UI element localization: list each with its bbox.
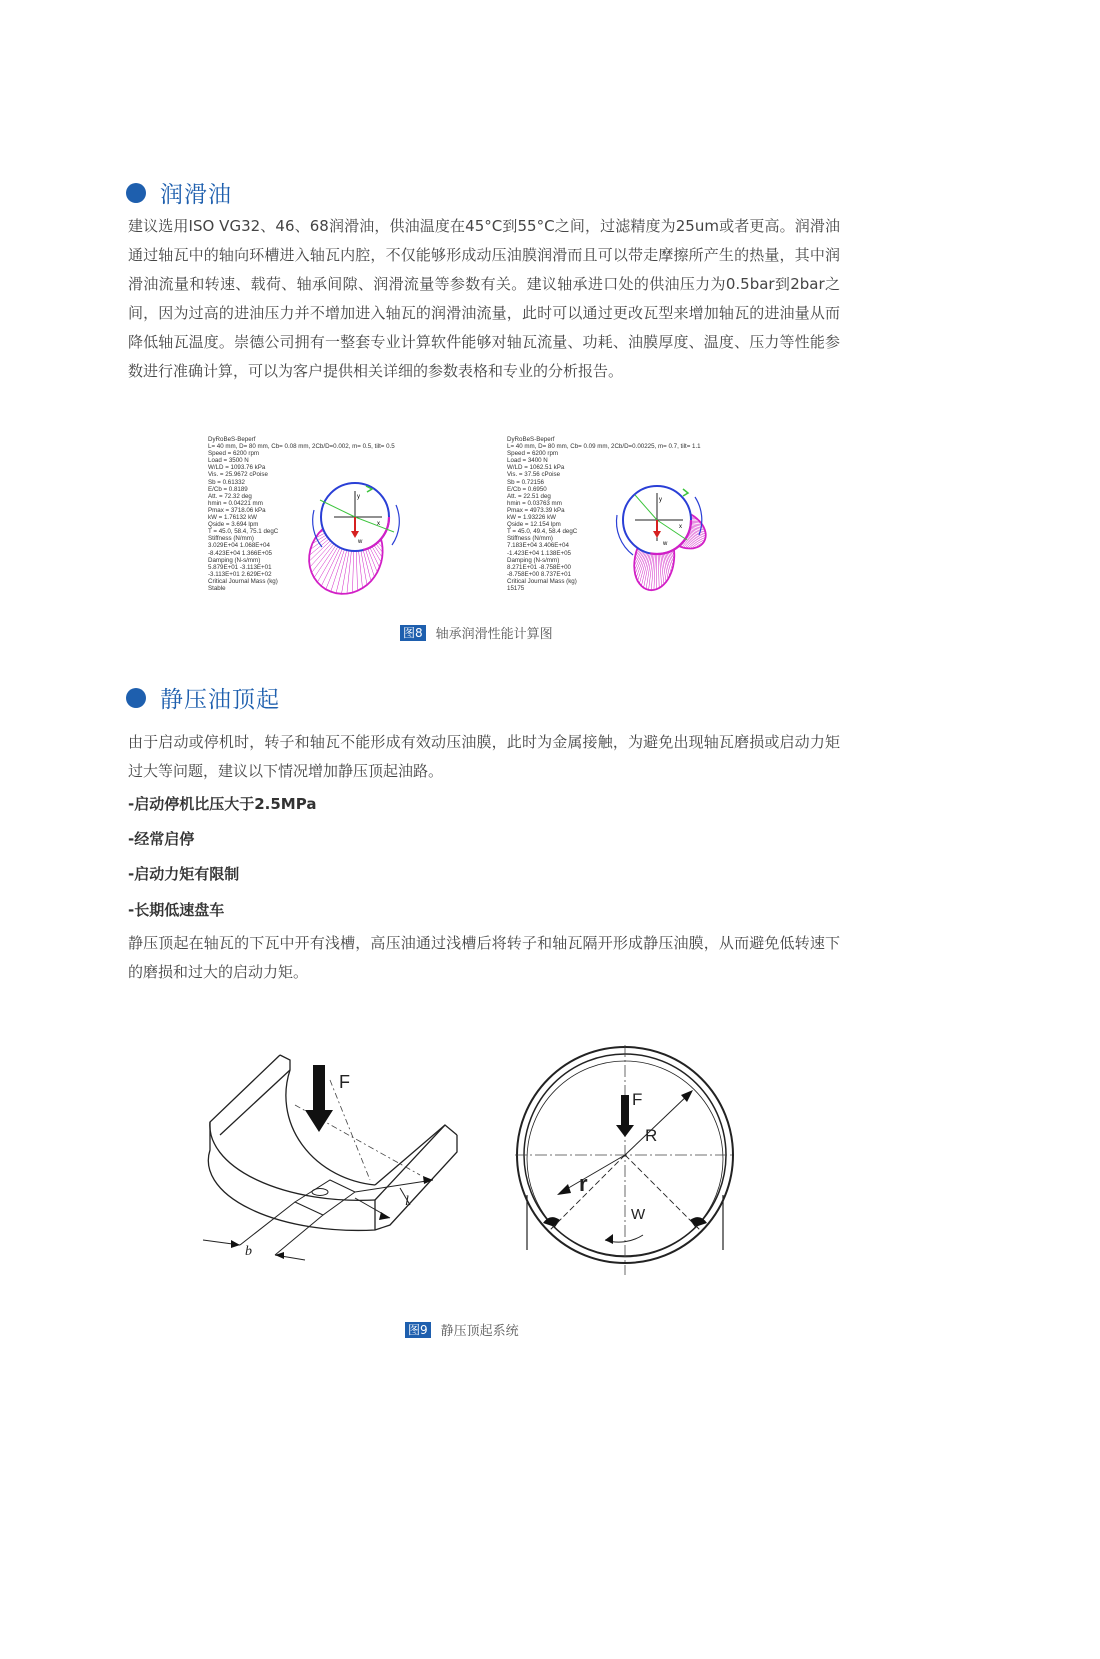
calc-line: -8.758E+00 8.737E+01	[507, 570, 571, 578]
calc-line: Stiffness (N/mm)	[208, 535, 254, 543]
axis-y-label: y	[659, 497, 662, 503]
jacking-paragraph-1: 由于启动或停机时，转子和轴瓦不能形成有效动压油膜，此时为金属接触，为避免出现轴瓦磨损或启动力矩过大等问题，建议以下情况增加静压顶起油路。	[128, 733, 840, 780]
bullet-icon	[126, 688, 146, 708]
list-item: -经常启停	[128, 830, 195, 848]
calc-line: Critical Journal Mass (kg)	[507, 577, 577, 585]
axis-w-label: w	[663, 541, 668, 547]
calc-line: L= 40 mm, D= 80 mm, Cb= 0.08 mm, 2Cb/D=0.002, m= 0.5, tilt= 0.5	[208, 443, 395, 451]
figure-badge: 图9	[405, 1322, 431, 1338]
figure-caption-text: 轴承润滑性能计算图	[435, 627, 553, 642]
calc-line: -3.113E+01 2.629E+02	[208, 570, 272, 578]
section-title: 静压油顶起	[160, 687, 280, 713]
calc-line: 3.029E+04 1.068E+04	[208, 542, 270, 550]
calc-line: Critical Journal Mass (kg)	[208, 577, 278, 585]
bullet-icon	[126, 183, 146, 203]
axis-x-label: x	[679, 524, 682, 530]
figure9-caption	[405, 1320, 519, 1339]
calc-line: L= 40 mm, D= 80 mm, Cb= 0.09 mm, 2Cb/D=0.00225, m= 0.7, tilt= 1.1	[507, 443, 701, 451]
calc-line: Damping (N-s/mm)	[507, 556, 560, 564]
calc-line: Sb = 0.61332	[208, 478, 245, 486]
axis-w-label: w	[358, 539, 363, 545]
calc-line: -8.423E+04 1.366E+05	[208, 549, 272, 557]
section-heading-jacking	[126, 681, 280, 714]
calc-line: Stable	[208, 584, 226, 592]
calc-line: Vis. = 25.9672 cPoise	[208, 471, 268, 479]
calc-line: Load = 3500 N	[208, 457, 249, 465]
bearing-cross-section-diagram	[505, 1035, 745, 1285]
axis-y-label: y	[357, 494, 360, 500]
list-item: -长期低速盘车	[128, 901, 225, 919]
calc-line: E/Cb = 0.8189	[208, 485, 248, 493]
calc-line: Stiffness (N/mm)	[507, 535, 553, 543]
figure8-caption	[400, 623, 553, 642]
calc-line: W/LD = 1093.76 kPa	[208, 464, 266, 472]
calc-line: Pmax = 3718.06 kPa	[208, 506, 266, 514]
jacking-paragraph-2: 静压顶起在轴瓦的下瓦中开有浅槽，高压油通过浅槽后将转子和轴瓦隔开形成静压油膜，从而避免低转速下的磨损和过大的启动力矩。	[128, 934, 840, 981]
calc-line: Pmax = 4973.39 kPa	[507, 506, 565, 514]
calc-line: kW = 1.76132 kW	[208, 514, 258, 522]
calc-line: Qside = 3.694 lpm	[208, 521, 259, 529]
calc-line: T = 45.0, 49.4, 58.4 degC	[507, 528, 578, 536]
calc-line: Qside = 12.154 lpm	[507, 521, 561, 529]
calc-line: Att. = 72.32 deg	[208, 492, 252, 500]
figure-badge: 图8	[400, 625, 426, 641]
calc-line: hmin = 0.03763 mm	[507, 499, 562, 507]
radius-R-label: R	[645, 1126, 658, 1145]
force-label: F	[339, 1072, 350, 1092]
calc-line: W/LD = 1062.51 kPa	[507, 464, 565, 472]
axis-x-label: x	[377, 521, 380, 527]
calc-line: 7.183E+04 3.406E+04	[507, 542, 569, 550]
bearing-plot-left	[300, 475, 410, 605]
calc-line: E/Cb = 0.6950	[507, 485, 547, 493]
calc-line: hmin = 0.04221 mm	[208, 499, 263, 507]
calc-line: Vis. = 37.56 cPoise	[507, 471, 561, 479]
radius-r-label: r	[579, 1171, 588, 1196]
calc-line: DyRoBeS-Beperf	[507, 436, 555, 443]
calc-line: DyRoBeS-Beperf	[208, 436, 256, 443]
length-label: l	[405, 1194, 409, 1209]
section-heading-lubricant	[126, 176, 232, 209]
calc-line: -1.423E+04 1.138E+05	[507, 549, 571, 557]
pressure-distribution-left	[309, 529, 383, 594]
calc-line: Sb = 0.72156	[507, 478, 544, 486]
calc-line: Speed = 6200 rpm	[507, 450, 559, 458]
list-item: -启动力矩有限制	[128, 865, 240, 883]
rotation-label: W	[631, 1206, 646, 1223]
calc-line: 8.271E+01 -8.758E+00	[507, 563, 571, 571]
width-label: b	[245, 1244, 252, 1259]
half-bearing-diagram	[195, 1040, 465, 1280]
force-label: F	[632, 1090, 643, 1109]
lubricant-paragraph: 建议选用ISO VG32、46、68润滑油，供油温度在45°C到55°C之间，过滤精度为25um或者更高。润滑油通过轴瓦中的轴向环槽进入轴瓦内腔，不仅能够形成动压油膜润滑而且可以带走摩擦所产生的热量，其中润滑油流量和转速、载荷、轴承间隙、润滑流量等参数有关。建议轴承进口处的供油压力为0.5bar到2bar之间，因为过高的进油压力并不增加进入轴瓦的润滑油流量，此时可以通过更改瓦型来增加轴瓦的进油量从而降低轴瓦温度。崇德公司拥有一整套专业计算软件能够对轴瓦流量、功耗、油膜厚度、温度、压力等性能参数进行准确计算，可以为客户提供相关详细的参数表格和专业的分析报告。	[128, 217, 840, 380]
figure-caption-text: 静压顶起系统	[440, 1324, 519, 1339]
calc-line: T = 45.0, 58.4, 75.1 degC	[208, 528, 279, 536]
calc-line: Load = 3400 N	[507, 457, 548, 465]
list-item: -启动停机比压大于2.5MPa	[128, 795, 317, 813]
calc-line: Damping (N-s/mm)	[208, 556, 261, 564]
calc-line: 5.879E+01 -3.113E+01	[208, 563, 272, 571]
calc-line: 15175	[507, 584, 525, 592]
calc-line: Speed = 6200 rpm	[208, 450, 260, 458]
calc-line: Att. = 22.51 deg	[507, 492, 551, 500]
calc-line: kW = 1.93226 kW	[507, 514, 557, 522]
section-title: 润滑油	[160, 182, 232, 208]
bearing-plot-right	[605, 475, 715, 605]
